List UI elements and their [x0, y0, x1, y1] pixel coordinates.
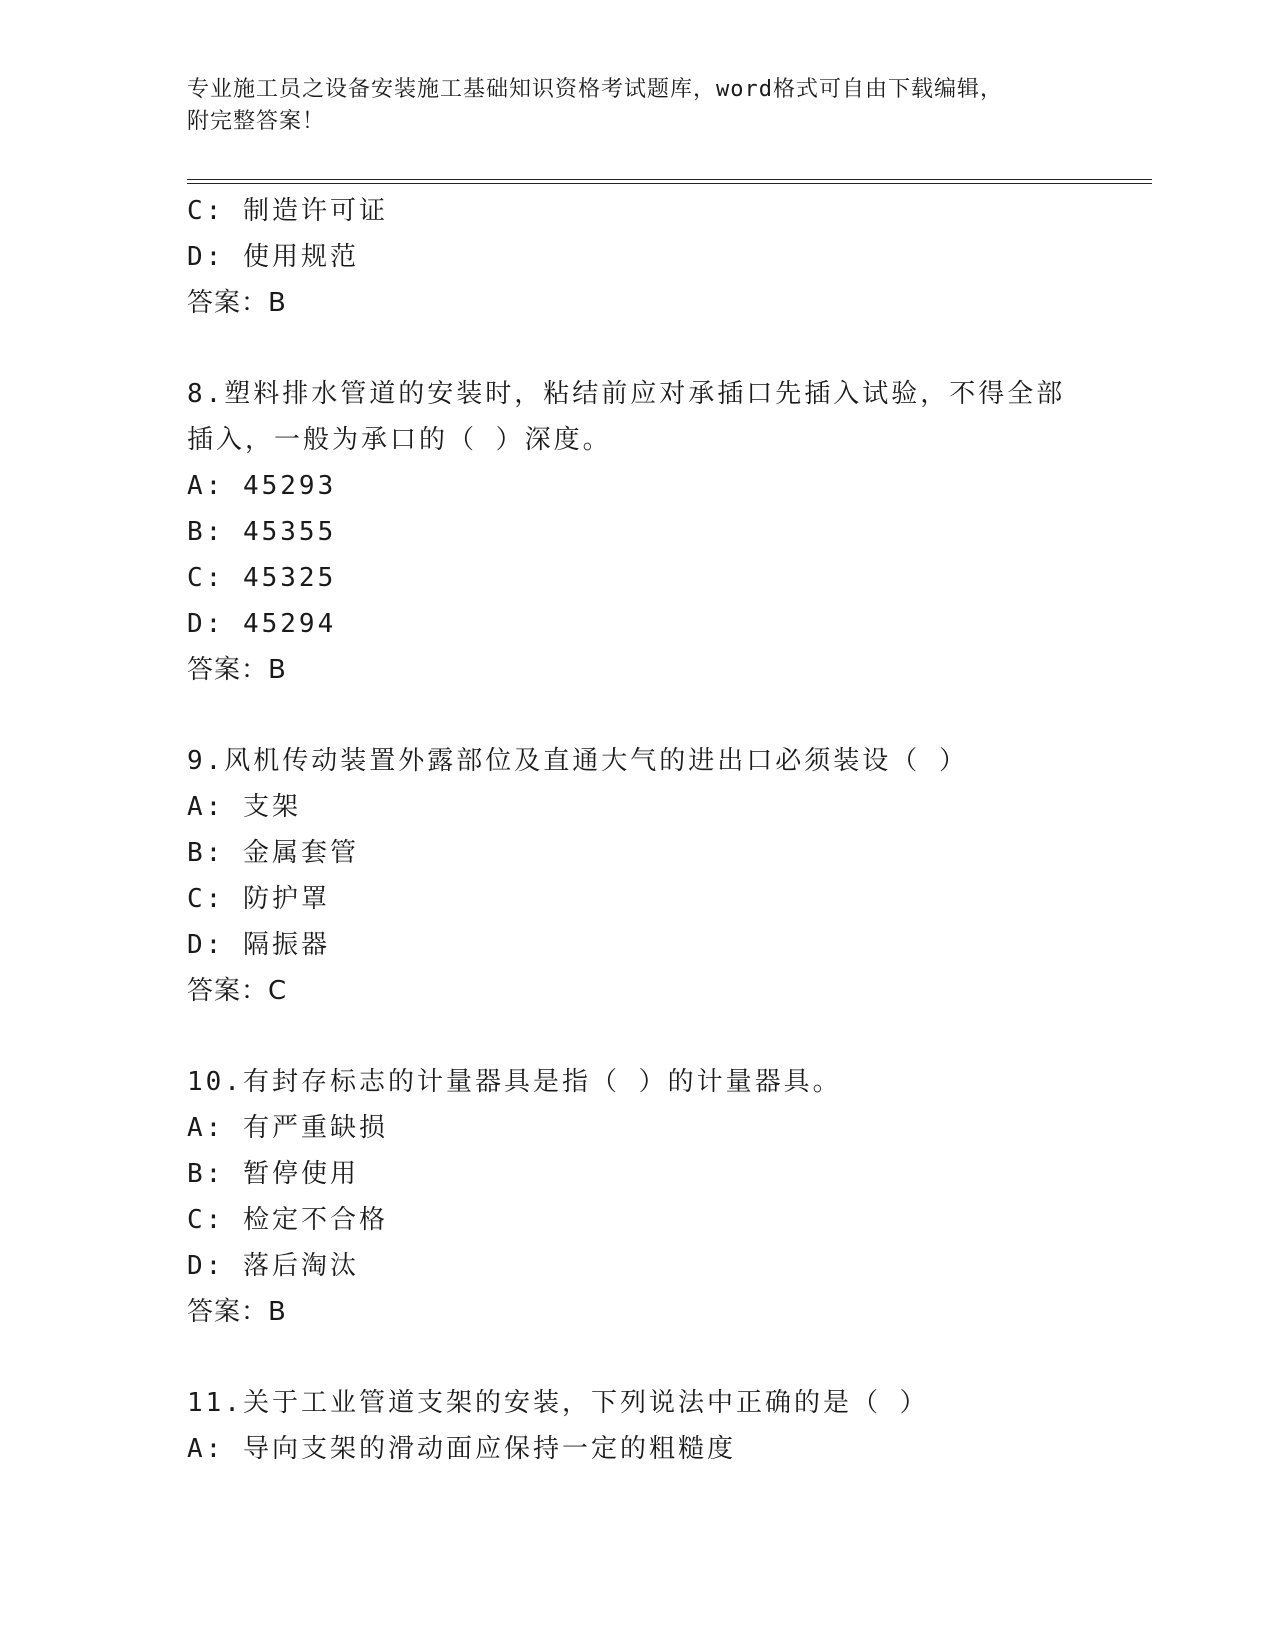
- answer: 答案：B: [187, 1297, 287, 1327]
- header-line-2: 附完整答案！: [187, 109, 326, 134]
- spacer: [187, 1014, 1152, 1059]
- answer: 答案：B: [187, 655, 287, 685]
- option-a: A: 有严重缺损: [187, 1113, 388, 1143]
- question-text: 插入，一般为承口的（ ）深度。: [187, 425, 612, 455]
- spacer: [187, 1335, 1152, 1380]
- option-d: D: 45294: [187, 609, 337, 639]
- option-d: D: 落后淘汰: [187, 1251, 359, 1281]
- header-line-1: 专业施工员之设备安装施工基础知识资格考试题库，word格式可自由下载编辑，: [187, 77, 1003, 102]
- option-b: B: 暂停使用: [187, 1159, 359, 1189]
- option-c: C: 防护罩: [187, 884, 330, 914]
- spacer: [187, 326, 1152, 371]
- spacer: [187, 693, 1152, 738]
- option-c: C: 45325: [187, 563, 337, 593]
- option-c: C: 制造许可证: [187, 196, 388, 226]
- question-11: [187, 1380, 1152, 1472]
- question-7-tail: [187, 188, 1152, 326]
- header-divider-bottom: [187, 183, 1152, 184]
- question-list: [187, 188, 1152, 1472]
- question-8: [187, 371, 1152, 693]
- answer: 答案：B: [187, 288, 287, 318]
- question-text: 8.塑料排水管道的安装时，粘结前应对承插口先插入试验，不得全部: [187, 379, 1066, 409]
- question-10: [187, 1059, 1152, 1335]
- option-a: A: 45293: [187, 471, 337, 501]
- option-b: B: 45355: [187, 517, 337, 547]
- option-c: C: 检定不合格: [187, 1205, 388, 1235]
- option-b: B: 金属套管: [187, 838, 359, 868]
- question-text: 11.关于工业管道支架的安装，下列说法中正确的是（ ）: [187, 1388, 929, 1418]
- option-d: D: 使用规范: [187, 242, 359, 272]
- question-9: [187, 738, 1152, 1014]
- question-text: 9.风机传动装置外露部位及直通大气的进出口必须装设（ ）: [187, 746, 968, 776]
- option-a: A: 导向支架的滑动面应保持一定的粗糙度: [187, 1434, 736, 1464]
- option-a: A: 支架: [187, 792, 301, 822]
- question-text: 10.有封存标志的计量器具是指（ ）的计量器具。: [187, 1067, 842, 1097]
- option-d: D: 隔振器: [187, 930, 330, 960]
- header-divider-top: [187, 179, 1152, 180]
- document-header: [187, 74, 1087, 138]
- answer: 答案：C: [187, 976, 288, 1006]
